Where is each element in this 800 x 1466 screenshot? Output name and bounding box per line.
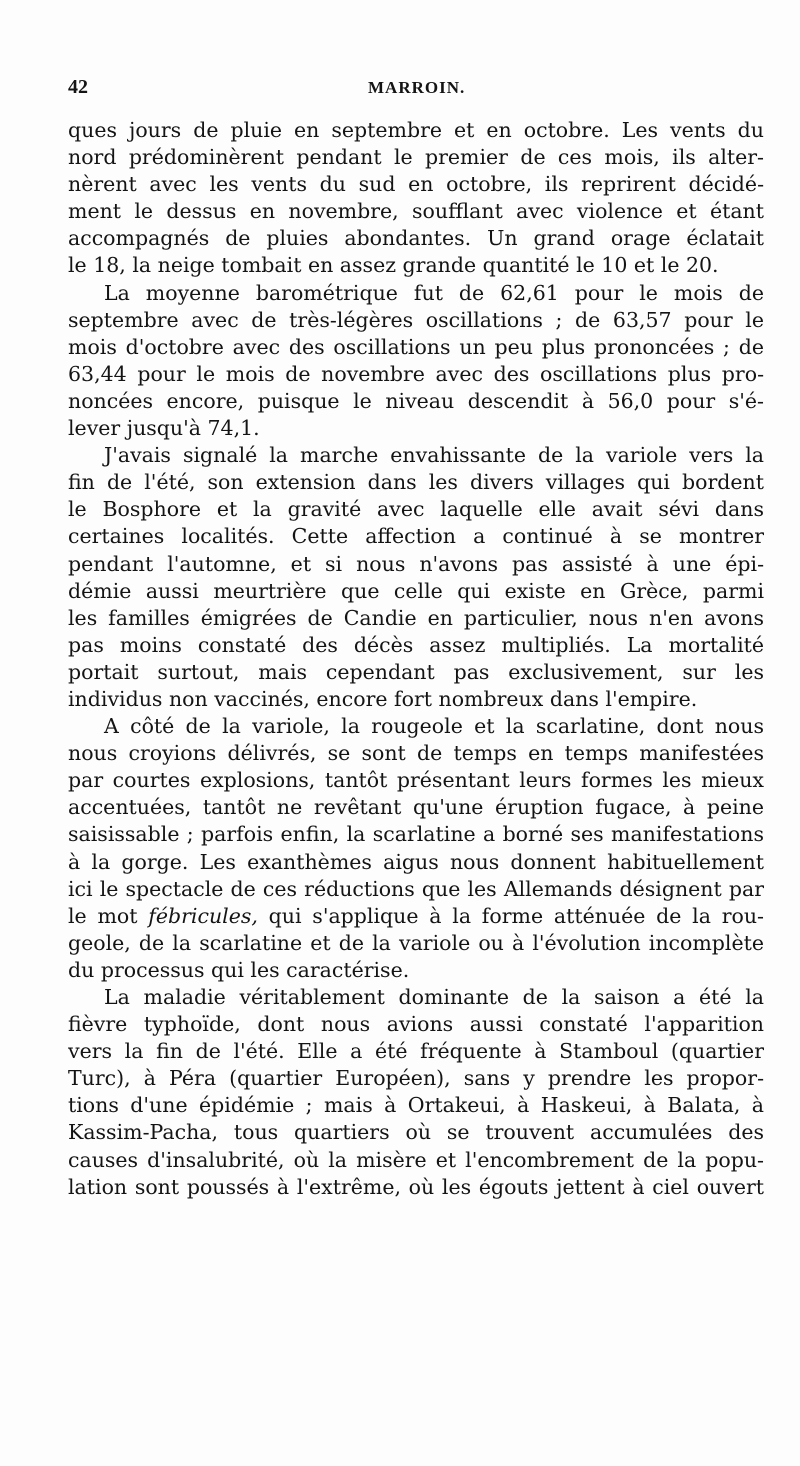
text-line: nord prédominèrent pendant le premier de ces mois, ils alter- <box>68 145 764 170</box>
text-line: 63,44 pour le mois de novembre avec des oscillations plus pro- <box>68 361 764 386</box>
text-line: ques jours de pluie en septembre et en octobre. Les vents du <box>68 118 764 142</box>
text-line: portait surtout, mais cependant pas exclusivement, sur les <box>68 659 764 684</box>
text-line: accompagnés de pluies abondantes. Un grand orage éclatait <box>68 226 764 251</box>
text-line: J'avais signalé la marche envahissante de la variole vers la <box>104 443 764 468</box>
text-line-mixed <box>68 903 764 930</box>
text-line: nous croyions délivrés, se sont de temps en temps manifestées <box>68 741 764 766</box>
running-title: MARROIN. <box>368 78 466 97</box>
text-line: le 18, la neige tombait en assez grande quantité le 10 et le 20. <box>68 253 719 278</box>
text-line: La maladie véritablement dominante de la saison a été la <box>104 985 764 1009</box>
text-line: ment le dessus en novembre, soufflant avec violence et étant <box>68 199 764 224</box>
text-line: pendant l'automne, et si nous n'avons pas assisté à une épi- <box>68 551 764 576</box>
text-line: causes d'insalubrité, où la misère et l'encombrement de la popu- <box>68 1147 764 1172</box>
text-line: Turc), à Péra (quartier Européen), sans y prendre les propor- <box>68 1066 764 1091</box>
text-line: Kassim-Pacha, tous quartiers où se trouvent accumulées des <box>68 1120 764 1145</box>
text-line: fièvre typhoïde, dont nous avions aussi constaté l'apparition <box>68 1012 764 1037</box>
text-line: A côté de la variole, la rougeole et la scarlatine, dont nous <box>104 714 764 739</box>
text-line: tions d'une épidémie ; mais à Ortakeui, à Haskeui, à Balata, à <box>68 1093 764 1118</box>
body-text <box>68 117 764 1201</box>
text-line: ici le spectacle de ces réductions que les Allemands désignent par <box>68 876 764 901</box>
text-line: le Bosphore et la gravité avec laquelle elle avait sévi dans <box>68 497 764 522</box>
text-line: individus non vaccinés, encore fort nombreux dans l'empire. <box>68 686 698 711</box>
text-line: certaines localités. Cette affection a continué à se montrer <box>68 524 764 549</box>
text-line: vers la fin de l'été. Elle a été fréquente à Stamboul (quartier <box>68 1039 764 1064</box>
text-line: mois d'octobre avec des oscillations un peu plus prononcées ; de <box>68 334 764 359</box>
text-line: pas moins constaté des décès assez multipliés. La mortalité <box>68 632 764 657</box>
text-line: du processus qui les caractérise. <box>68 957 410 982</box>
text-fragment: qui s'applique à la forme atténuée de la rou- <box>268 903 764 928</box>
text-line: lever jusqu'à 74,1. <box>68 416 260 441</box>
text-line: les familles émigrées de Candie en particulier, nous n'en avons <box>68 605 764 630</box>
text-line: saisissable ; parfois enfin, la scarlatine a borné ses manifestations <box>68 822 764 847</box>
text-fragment: le mot <box>68 903 138 928</box>
page-header <box>68 76 768 104</box>
text-line: septembre avec de très-légères oscillations ; de 63,57 pour le <box>68 307 764 332</box>
text-line: La moyenne barométrique fut de 62,61 pour le mois de <box>104 280 764 305</box>
text-line: nèrent avec les vents du sud en octobre, ils reprirent décidé- <box>68 172 764 197</box>
page-number: 42 <box>68 76 88 98</box>
text-line: noncées encore, puisque le niveau descendit à 56,0 pour s'é- <box>68 388 764 413</box>
text-line: lation sont poussés à l'extrême, où les égouts jettent à ciel ouvert <box>68 1174 764 1199</box>
text-line: geole, de la scarlatine et de la variole ou à l'évolution incomplète <box>68 930 764 955</box>
text-line: accentuées, tantôt ne revêtant qu'une éruption fugace, à peine <box>68 795 764 820</box>
text-line: démie aussi meurtrière que celle qui existe en Grèce, parmi <box>68 578 764 603</box>
italic-term: fébricules, <box>148 903 258 928</box>
text-line: à la gorge. Les exanthèmes aigus nous donnent habituellement <box>68 849 764 874</box>
text-line: fin de l'été, son extension dans les divers villages qui bordent <box>68 470 764 495</box>
text-line: par courtes explosions, tantôt présentant leurs formes les mieux <box>68 768 764 793</box>
